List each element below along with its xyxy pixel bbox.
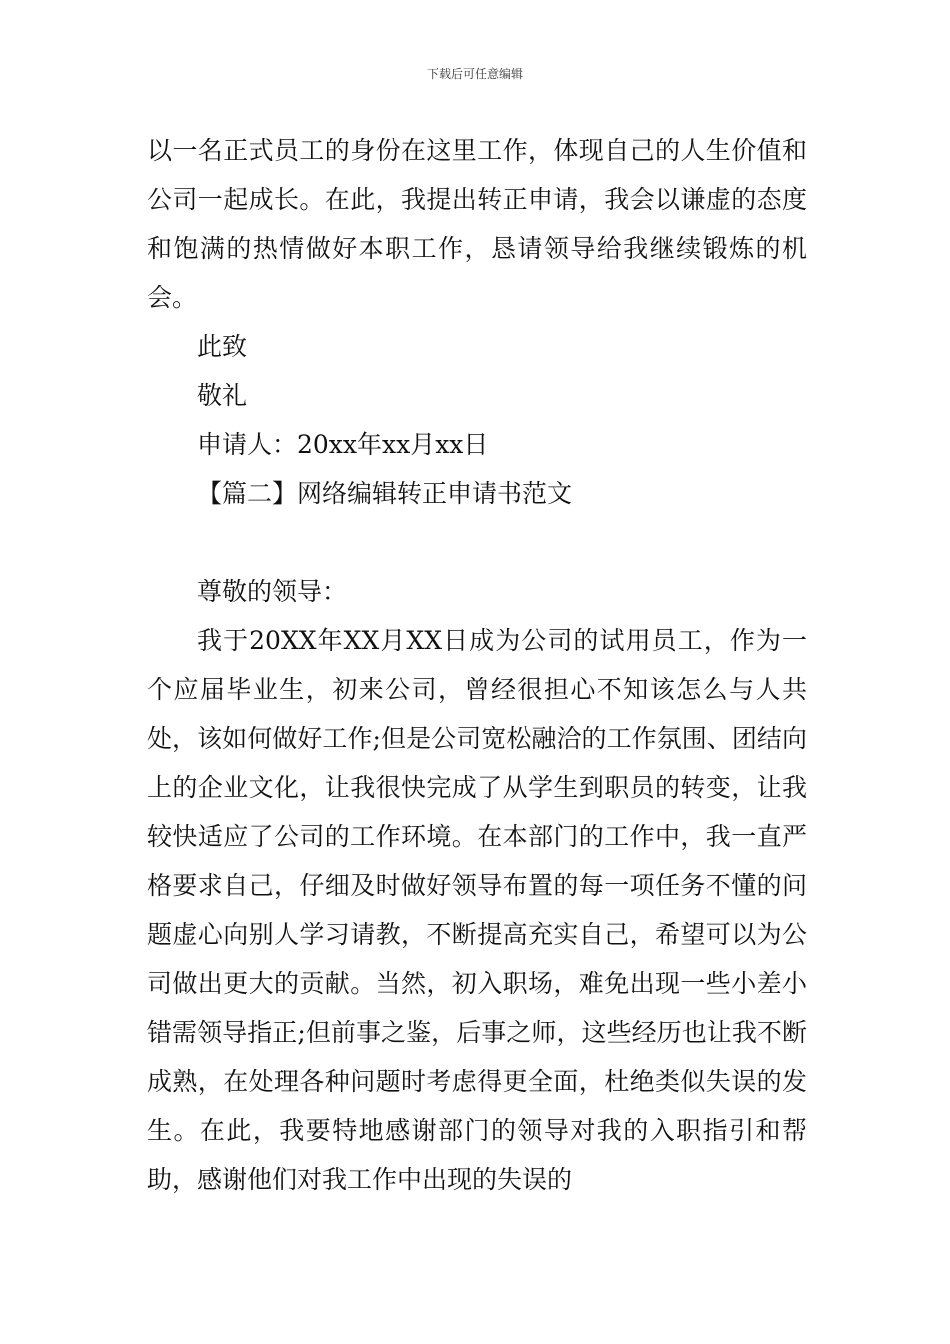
paragraph-body: 我于20XX年XX月XX日成为公司的试用员工，作为一个应届毕业生，初来公司，曾经很担心不知该怎么与人共处，该如何做好工作;但是公司宽松融洽的工作氛围、团结向上的企业文化，让我很快完成了从学生到职员的转变，让我较快适应了公司的工作环境。在本部门的工作中，我一直严格要求自己，仔细及时做好领导布置的每一项任务不懂的问题虚心向别人学习请教，不断提高充实自己，希望可以为公司做出更大的贡献。当然，初入职场，难免出现一些小差小错需领导指正;但前事之鉴，后事之师，这些经历也让我不断成熟，在处理各种问题时考虑得更全面，杜绝类似失误的发生。在此，我要特地感谢部门的领导对我的入职指引和帮助，感谢他们对我工作中出现的失误的	[147, 626, 807, 1194]
signature-line: 申请人：20xx年xx月xx日	[197, 430, 489, 459]
paragraph-continuation: 以一名正式员工的身份在这里工作，体现自己的人生价值和公司一起成长。在此，我提出转正申请，我会以谦虚的态度和饱满的热情做好本职工作，恳请领导给我继续锻炼的机会。	[147, 136, 807, 312]
salutation: 尊敬的领导：	[197, 577, 348, 606]
blank-line	[147, 518, 807, 567]
document-body	[147, 126, 807, 1204]
download-note: 下载后可任意编辑	[426, 67, 523, 81]
closing-line-1: 此致	[197, 332, 248, 361]
section-title: 【篇二】网络编辑转正申请书范文	[197, 479, 573, 508]
closing-line-2: 敬礼	[197, 381, 248, 410]
